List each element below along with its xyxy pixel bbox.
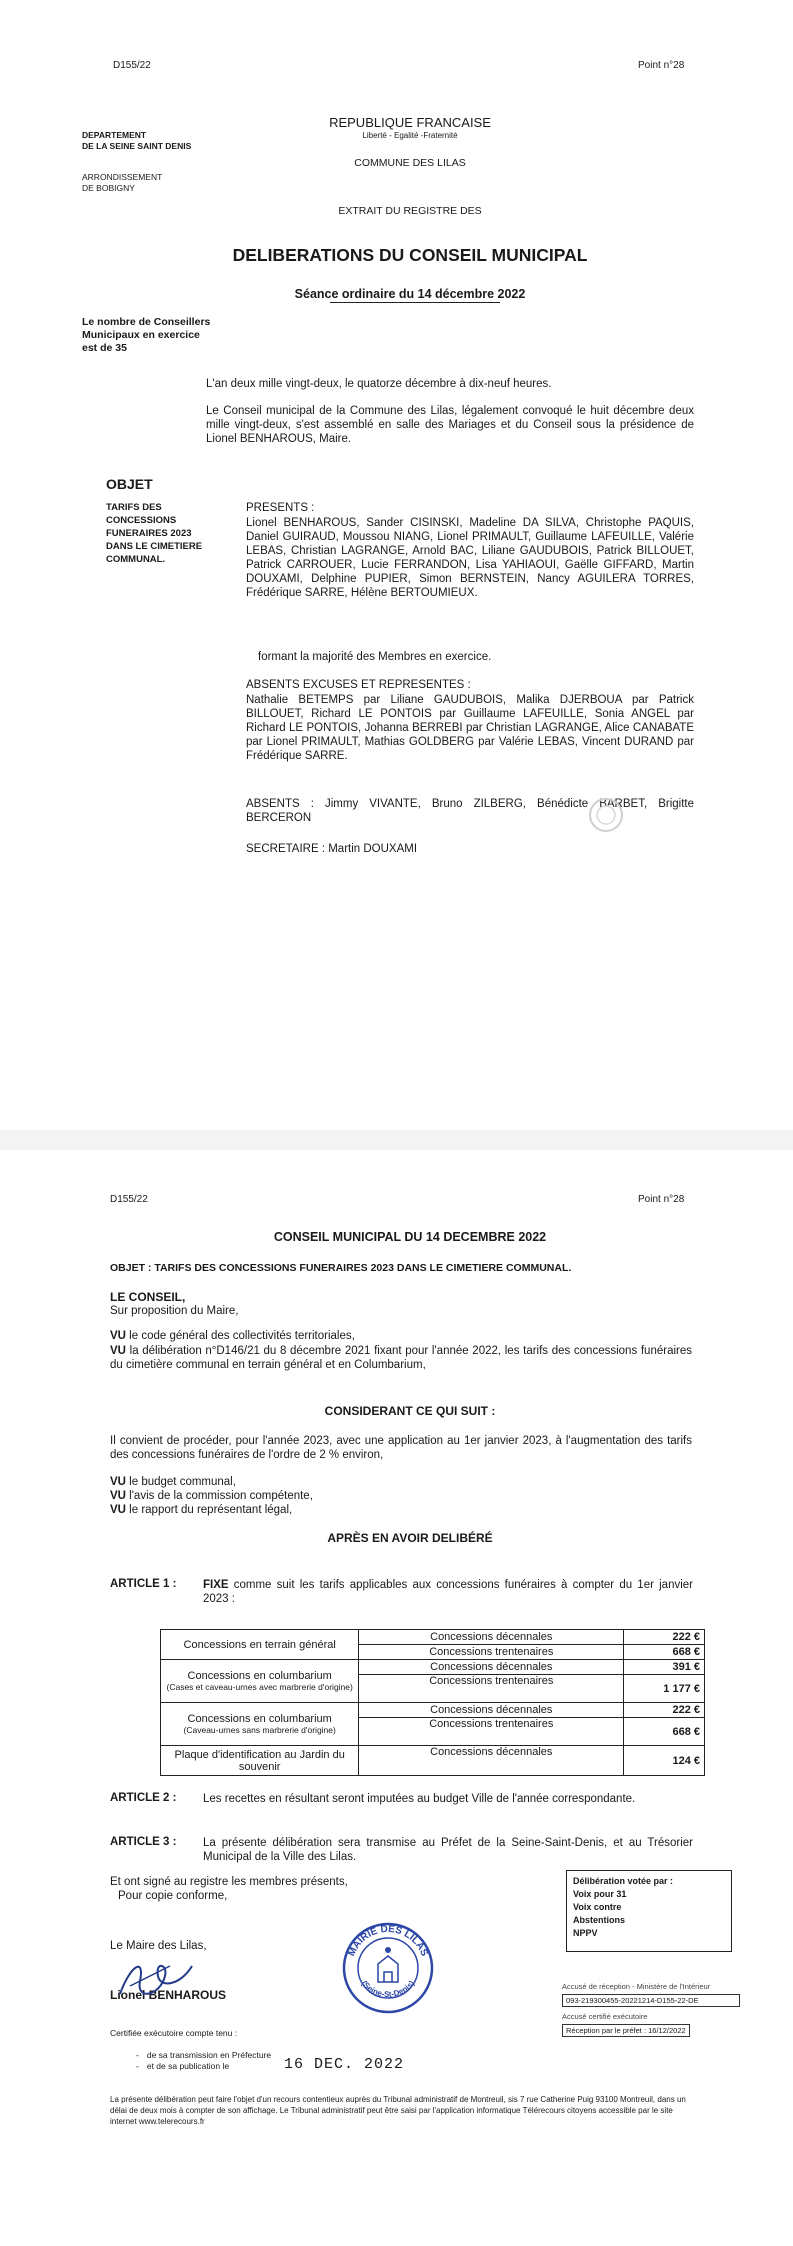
accuse-label: Accusé de réception - Ministère de l'Intérieur xyxy=(562,1982,711,1991)
conseillers-line-2: Municipaux en exercice xyxy=(82,329,200,341)
tarif-value: 391 € xyxy=(624,1660,705,1675)
tarif-type: Concessions décennales xyxy=(359,1703,624,1718)
arrondissement-name: DE BOBIGNY xyxy=(82,183,135,193)
faint-stamp-mark xyxy=(586,790,626,840)
tarif-category: Concessions en terrain général xyxy=(161,1630,359,1660)
tarif-value: 124 € xyxy=(624,1746,705,1776)
table-row xyxy=(161,1660,705,1675)
handwritten-signature xyxy=(110,1946,200,2006)
republic-motto: Liberté - Egalité -Fraternité xyxy=(362,131,458,140)
maire-name: Lionel BENHAROUS xyxy=(110,1988,227,2002)
article-1-text: FIXE comme suit les tarifs applicables aux concessions funéraires à compter du 1er janvier 2023 : xyxy=(203,1579,693,1605)
departement-name: DE LA SEINE SAINT DENIS xyxy=(82,141,192,151)
tarif-value: 222 € xyxy=(624,1630,705,1645)
opening-sentence: L'an deux mille vingt-deux, le quatorze décembre à dix-neuf heures. xyxy=(206,378,552,390)
point-number: Point n°28 xyxy=(638,60,685,71)
tarif-value: 1 177 € xyxy=(624,1675,705,1703)
article-2-label: ARTICLE 2 : xyxy=(110,1792,177,1804)
commune-name: COMMUNE DES LILAS xyxy=(354,157,466,169)
svg-text:MAIRIE DES LILAS: MAIRIE DES LILAS xyxy=(346,1923,430,1958)
signature-statement: Et ont signé au registre les membres présents, xyxy=(110,1876,348,1888)
considerant-heading: CONSIDERANT CE QUI SUIT : xyxy=(324,1404,496,1418)
bullet-transmission: - de sa transmission en Préfecture xyxy=(136,2050,272,2060)
objet-line-1: TARIFS DES xyxy=(106,502,162,513)
tarif-type: Concessions décennales xyxy=(359,1746,624,1776)
tarif-type: Concessions trentenaires xyxy=(359,1675,624,1703)
vote-pour: Voix pour 31 xyxy=(573,1889,627,1899)
page-title: DELIBERATIONS DU CONSEIL MUNICIPAL xyxy=(232,245,588,265)
page-heading: CONSEIL MUNICIPAL DU 14 DECEMBRE 2022 xyxy=(273,1230,547,1244)
arrondissement-line: ARRONDISSEMENT xyxy=(82,172,163,182)
vote-box xyxy=(566,1870,732,1952)
majorite-text: formant la majorité des Membres en exercice. xyxy=(258,651,492,663)
tarif-type: Concessions décennales xyxy=(359,1630,624,1645)
mairie-seal xyxy=(340,1920,436,2016)
certifiee-label: Certifiée exécutoire compte tenu : xyxy=(110,2028,238,2038)
copie-conforme: Pour copie conforme, xyxy=(118,1890,228,1902)
absents-list: ABSENTS : Jimmy VIVANTE, Bruno ZILBERG, Bénédicte BARBET, Brigitte BERCERON xyxy=(246,798,694,824)
vu-budget: VU le budget communal, xyxy=(110,1476,236,1488)
departement-line: DEPARTEMENT xyxy=(82,130,147,140)
reference: D155/22 xyxy=(113,60,151,71)
tarifs-table xyxy=(160,1629,705,1776)
tarif-value: 222 € xyxy=(624,1703,705,1718)
vu-rapport: VU le rapport du représentant légal, xyxy=(110,1504,293,1516)
vote-abstentions: Abstentions xyxy=(573,1915,626,1925)
tarif-category: Concessions en columbarium (Caveau-urnes sans marbrerie d'origine) xyxy=(161,1703,359,1746)
le-conseil: LE CONSEIL, xyxy=(110,1290,186,1304)
registre-heading: EXTRAIT DU REGISTRE DES xyxy=(338,205,482,217)
maire-title: Le Maire des Lilas, xyxy=(110,1940,207,1952)
objet-line-2: CONCESSIONS xyxy=(106,515,177,526)
point-number: Point n°28 xyxy=(638,1194,685,1205)
tarif-type: Concessions décennales xyxy=(359,1660,624,1675)
reception-prefet: Réception par le préfet : 16/12/2022 xyxy=(562,2024,690,2037)
objet-line-4: DANS LE CIMETIERE xyxy=(106,541,203,552)
svg-text:(Seine-St-Denis): (Seine-St-Denis) xyxy=(359,1978,417,2000)
conseillers-line-1: Le nombre de Conseillers xyxy=(82,316,211,328)
article-3-label: ARTICLE 3 : xyxy=(110,1836,177,1848)
article-2-text: Les recettes en résultant seront imputées au budget Ville de l'année correspondante. xyxy=(203,1793,636,1805)
conseillers-line-3: est de 35 xyxy=(82,342,127,354)
tarif-value: 668 € xyxy=(624,1645,705,1660)
proposition: Sur proposition du Maire, xyxy=(110,1305,239,1317)
absents-excuses-label: ABSENTS EXCUSES ET REPRESENTES : xyxy=(246,679,471,691)
vote-contre: Voix contre xyxy=(573,1902,622,1912)
bullet-icon: - xyxy=(136,2061,139,2071)
accuse-executoire: Accusé certifié exécutoire xyxy=(562,2012,648,2021)
republic-title: REPUBLIQUE FRANCAISE xyxy=(329,115,491,130)
bullet-publication: - et de sa publication le xyxy=(136,2061,230,2071)
convocation-paragraph: Le Conseil municipal de la Commune des Lilas, légalement convoqué le huit décembre deux mille vingt-deux, s'est assemblé en salle des Mariages et du Conseil sous la présidence de Lionel BENHAROUS, Maire. xyxy=(206,405,694,445)
objet-line: OBJET : TARIFS DES CONCESSIONS FUNERAIRES 2023 DANS LE CIMETIERE COMMUNAL. xyxy=(110,1262,572,1274)
table-row xyxy=(161,1630,705,1645)
recours-footer: La présente délibération peut faire l'objet d'un recours contentieux auprès du Tribunal administratif de Montreuil, sis 7 rue Catherine Puig 93100 Montreuil, dans un délai de deux mois à compter de son affichage. Le Tribunal administratif peut être saisi par l'application informatique Télérecours citoyens accessible par le site internet www.telerecours.fr xyxy=(110,2095,686,2126)
apres-deliberation: APRÈS EN AVOIR DELIBÉRÉ xyxy=(327,1531,493,1545)
vote-title: Délibération votée par : xyxy=(573,1876,674,1886)
absents-excuses-list: Nathalie BETEMPS par Liliane GAUDUBOIS, Malika DJERBOUA par Patrick BILLOUET, Richard LE PONTOIS par Guillaume LAFEUILLE, Sonia ANGEL par Richard LE PONTOIS, Johanna BERREBI par Christian LAGRANGE, Alice CANABATE par Lionel PRIMAULT, Mathias GOLDBERG par Valérie LEBAS, Vincent DURAND par Frédérique SARRE. xyxy=(246,694,694,762)
considerant-text: Il convient de procéder, pour l'année 2023, avec une application au 1er janvier 2023, à l'augmentation des tarifs des concessions funéraires de l'ordre de 2 % environ, xyxy=(110,1435,692,1461)
vote-nppv: NPPV xyxy=(573,1928,598,1938)
objet-line-3: FUNERAIRES 2023 xyxy=(106,528,192,539)
tarif-category: Concessions en columbarium (Cases et caveau-urnes avec marbrerie d'origine) xyxy=(161,1660,359,1703)
vu-code: VU le code général des collectivités territoriales, xyxy=(110,1330,355,1342)
page-separator xyxy=(0,1130,793,1150)
objet-label: OBJET xyxy=(106,476,153,492)
vu-deliberation: VU la délibération n°D146/21 du 8 décembre 2021 fixant pour l'année 2022, les tarifs des concessions funéraires du cimetière communal en terrain général et en Columbarium, xyxy=(110,1345,692,1371)
seance-date: Séance ordinaire du 14 décembre 2022 xyxy=(294,287,526,301)
tarif-type: Concessions trentenaires xyxy=(359,1718,624,1746)
secretaire: SECRETAIRE : Martin DOUXAMI xyxy=(246,843,418,855)
accuse-id: 093-219300455-20221214-D155-22-DE xyxy=(562,1994,740,2007)
publication-date-stamp: 16 DEC. 2022 xyxy=(284,2056,405,2073)
reference: D155/22 xyxy=(110,1194,148,1205)
table-row xyxy=(161,1703,705,1718)
article-1-label: ARTICLE 1 : xyxy=(110,1578,177,1590)
tarif-category: Plaque d'identification au Jardin du souvenir xyxy=(161,1746,359,1776)
tarif-value: 668 € xyxy=(624,1718,705,1746)
bullet-icon: - xyxy=(136,2050,139,2060)
seance-underline xyxy=(330,302,500,303)
presents-list: Lionel BENHAROUS, Sander CISINSKI, Madeline DA SILVA, Christophe PAQUIS, Daniel GUIRAUD, Moussou NIANG, Lionel PRIMAULT, Guillaume LAFEUILLE, Valérie LEBAS, Christian LAGRANGE, Arnold BAC, Liliane GAUDUBOIS, Patrick BILLOUET, Patrick CARROUER, Lucie FERRANDON, Lisa YAHIAOUI, Gaëlle GIFFARD, Martin DOUXAMI, Delphine PUPIER, Simon BERNSTEIN, Nancy AGUILERA TORRES, Frédérique SARRE, Hélène BERTOUMIEUX. xyxy=(246,517,694,599)
tarif-type: Concessions trentenaires xyxy=(359,1645,624,1660)
table-row xyxy=(161,1746,705,1776)
article-3-text: La présente délibération sera transmise au Préfet de la Seine-Saint-Denis, et au Trésorier Municipal de la Ville des Lilas. xyxy=(203,1837,693,1863)
vu-commission: VU l'avis de la commission compétente, xyxy=(110,1490,313,1502)
objet-line-5: COMMUNAL. xyxy=(106,554,166,565)
presents-label: PRESENTS : xyxy=(246,502,315,514)
page-2 xyxy=(0,1150,793,2246)
